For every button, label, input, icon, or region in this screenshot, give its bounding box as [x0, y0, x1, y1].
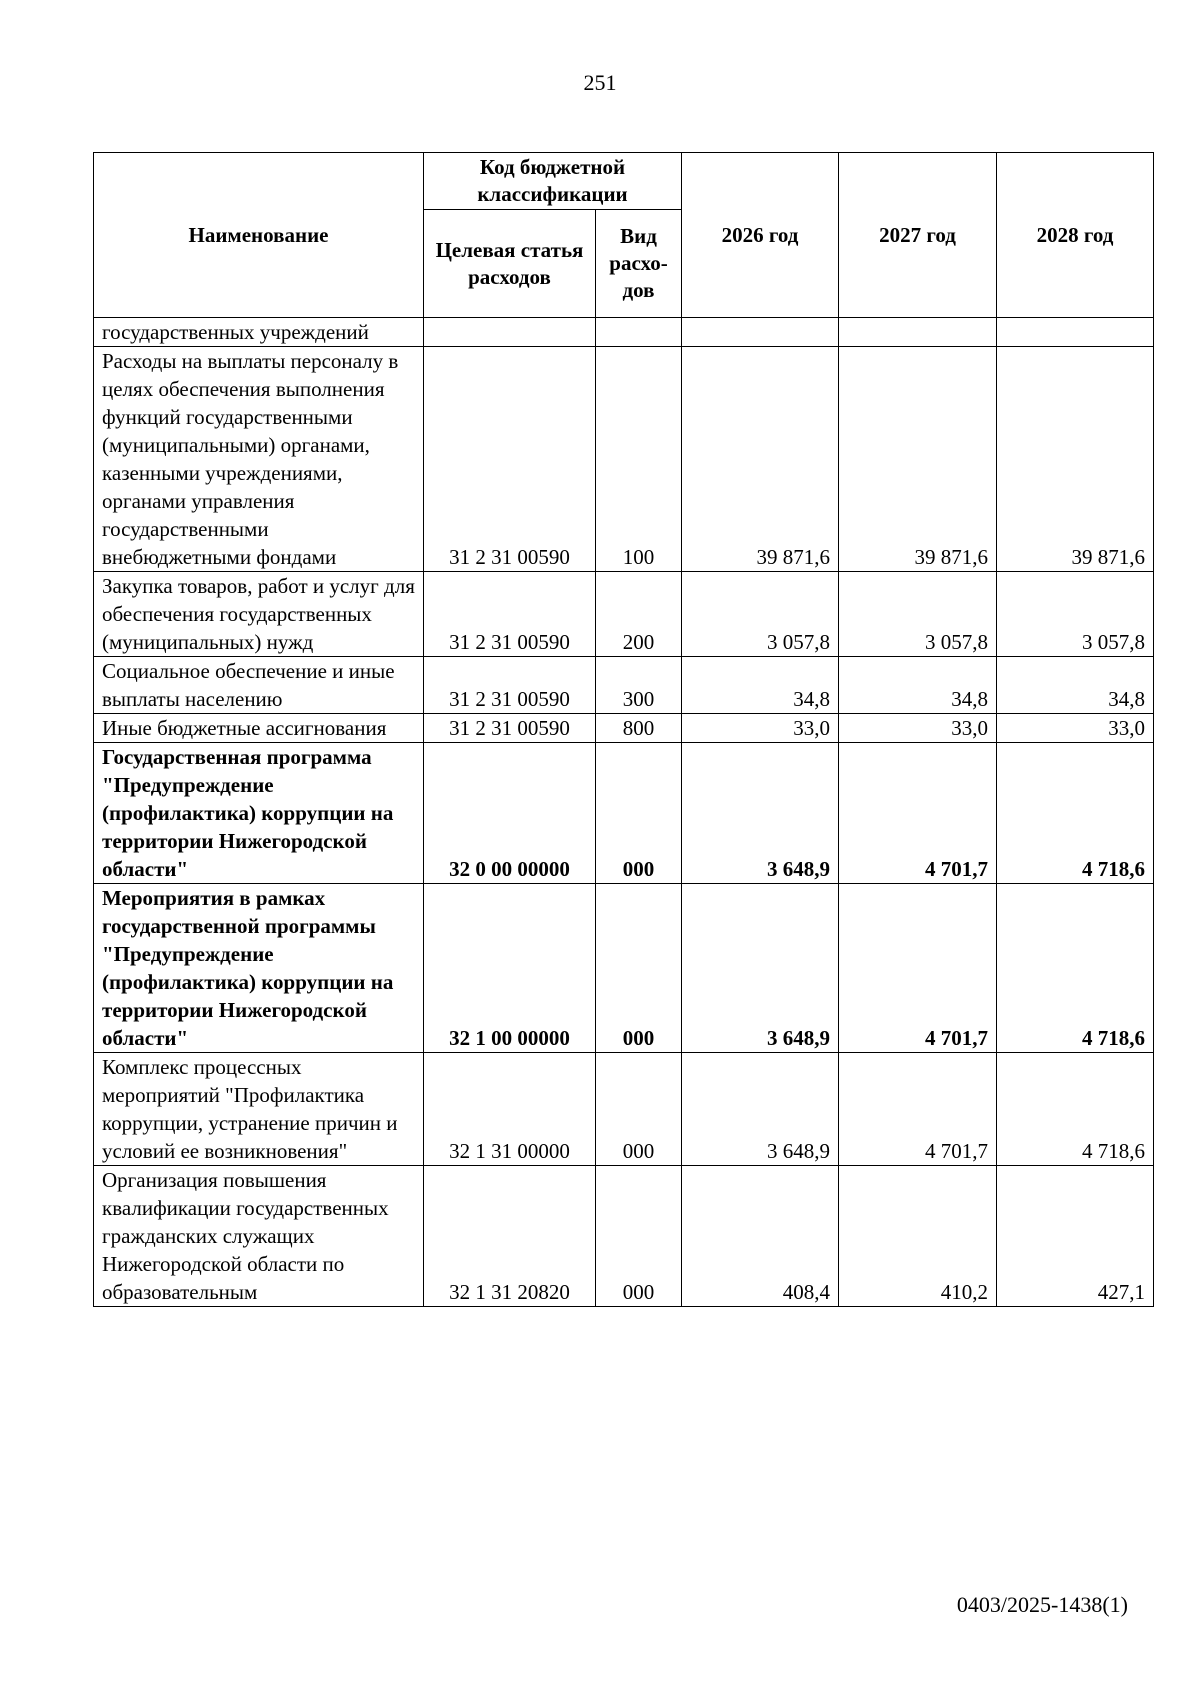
row-value-2026: 39 871,6: [682, 347, 839, 572]
table-row: [94, 1166, 1154, 1307]
row-expense-kind: 000: [596, 884, 682, 1053]
table-row: [94, 657, 1154, 714]
row-expense-kind: 000: [596, 1166, 682, 1307]
header-name: Наименование: [94, 153, 424, 318]
row-value-2028: 4 718,6: [997, 884, 1154, 1053]
row-value-2026: 3 648,9: [682, 1053, 839, 1166]
row-value-2028: 4 718,6: [997, 1053, 1154, 1166]
row-value-2028: [997, 318, 1154, 347]
page-number: 251: [583, 70, 617, 95]
row-value-2026: 34,8: [682, 657, 839, 714]
header-year-2026: 2026 год: [682, 153, 839, 318]
row-target-code: 31 2 31 00590: [424, 657, 596, 714]
row-value-2028: 427,1: [997, 1166, 1154, 1307]
row-expense-kind: 000: [596, 743, 682, 884]
row-name: Государственная программа "Предупреждение (профилактика) коррупции на территории Нижегородской области": [94, 743, 424, 884]
row-value-2026: 408,4: [682, 1166, 839, 1307]
row-value-2027: 39 871,6: [839, 347, 997, 572]
document-code: 0403/2025-1438(1): [956, 1592, 1128, 1617]
row-value-2027: [839, 318, 997, 347]
table-row: [94, 318, 1154, 347]
row-expense-kind: 300: [596, 657, 682, 714]
row-value-2027: 33,0: [839, 714, 997, 743]
table-row: [94, 714, 1154, 743]
header-expense-kind: Вид расхо-дов: [596, 210, 682, 318]
table-row: [94, 884, 1154, 1053]
row-value-2027: 4 701,7: [839, 884, 997, 1053]
row-value-2028: 4 718,6: [997, 743, 1154, 884]
table-row: [94, 572, 1154, 657]
row-name: государственных учреждений: [94, 318, 424, 347]
header-year-2027: 2027 год: [839, 153, 997, 318]
row-name: Мероприятия в рамках государственной программы "Предупреждение (профилактика) коррупции на территории Нижегородской области": [94, 884, 424, 1053]
row-name: Расходы на выплаты персоналу в целях обеспечения выполнения функций государственными (муниципальными) органами, казенными учреждениями, органами управления государственными внебюджетными фондами: [94, 347, 424, 572]
row-value-2026: 3 648,9: [682, 743, 839, 884]
header-classification-group: Код бюджетной классификации: [424, 153, 682, 210]
header-target-article: Целевая статья расходов: [424, 210, 596, 318]
row-target-code: 32 1 31 00000: [424, 1053, 596, 1166]
row-expense-kind: 800: [596, 714, 682, 743]
row-target-code: 32 1 31 20820: [424, 1166, 596, 1307]
row-value-2028: 3 057,8: [997, 572, 1154, 657]
row-target-code: 32 1 00 00000: [424, 884, 596, 1053]
row-value-2026: 3 648,9: [682, 884, 839, 1053]
row-value-2026: [682, 318, 839, 347]
row-value-2028: 34,8: [997, 657, 1154, 714]
table-row: [94, 743, 1154, 884]
row-target-code: 31 2 31 00590: [424, 347, 596, 572]
row-name: Комплекс процессных мероприятий "Профилактика коррупции, устранение причин и условий ее возникновения": [94, 1053, 424, 1166]
row-name: Социальное обеспечение и иные выплаты населению: [94, 657, 424, 714]
header-year-2028: 2028 год: [997, 153, 1154, 318]
row-value-2026: 33,0: [682, 714, 839, 743]
table-body: [94, 318, 1154, 1307]
row-target-code: [424, 318, 596, 347]
row-value-2027: 3 057,8: [839, 572, 997, 657]
row-name: Организация повышения квалификации государственных гражданских служащих Нижегородской области по образовательным: [94, 1166, 424, 1307]
table-row: [94, 1053, 1154, 1166]
row-target-code: 32 0 00 00000: [424, 743, 596, 884]
table-row: [94, 347, 1154, 572]
row-target-code: 31 2 31 00590: [424, 572, 596, 657]
row-value-2027: 4 701,7: [839, 1053, 997, 1166]
row-target-code: 31 2 31 00590: [424, 714, 596, 743]
row-value-2026: 3 057,8: [682, 572, 839, 657]
row-expense-kind: [596, 318, 682, 347]
row-value-2028: 39 871,6: [997, 347, 1154, 572]
row-value-2027: 4 701,7: [839, 743, 997, 884]
row-value-2027: 410,2: [839, 1166, 997, 1307]
budget-table: [93, 152, 1154, 1307]
row-value-2027: 34,8: [839, 657, 997, 714]
row-value-2028: 33,0: [997, 714, 1154, 743]
row-expense-kind: 000: [596, 1053, 682, 1166]
row-expense-kind: 100: [596, 347, 682, 572]
row-expense-kind: 200: [596, 572, 682, 657]
row-name: Иные бюджетные ассигнования: [94, 714, 424, 743]
row-name: Закупка товаров, работ и услуг для обеспечения государственных (муниципальных) нужд: [94, 572, 424, 657]
